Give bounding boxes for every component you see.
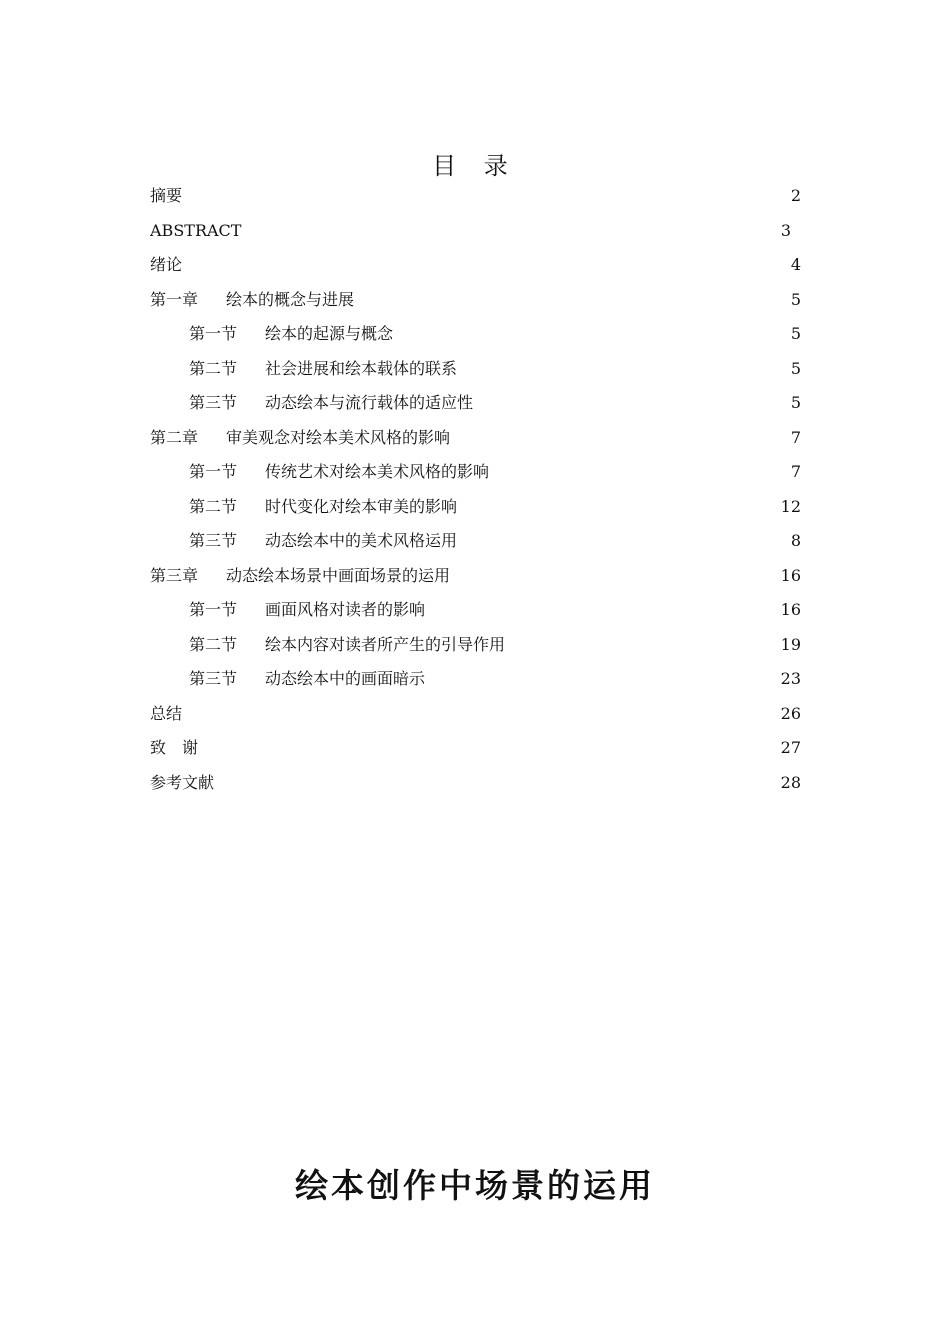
toc-entry[interactable]: [150, 216, 791, 246]
toc-entry-text: 绘本的概念与进展: [226, 289, 355, 309]
toc-entry-prefix: 第三节: [189, 393, 238, 412]
toc-entry-text: 摘要: [150, 186, 183, 205]
toc-entry[interactable]: [150, 285, 801, 315]
toc-dot-leader: [150, 768, 801, 798]
toc-entry-label: [189, 388, 475, 418]
toc-entry-text: 传统艺术对绘本美术风格的影响: [265, 462, 490, 481]
toc-title: 目 录: [432, 152, 518, 180]
toc-entry-text: 绪论: [150, 255, 183, 274]
toc-entry-page-number: 5: [773, 319, 801, 349]
toc-entry-page-number: 4: [773, 250, 801, 280]
toc-entry-text: 参考文献: [150, 772, 215, 792]
toc-entry-prefix: 第一节: [189, 462, 238, 481]
toc-entry-page-number: 28: [763, 768, 801, 798]
toc-entry-prefix: 第一章: [150, 289, 199, 309]
toc-entry-page-number: 23: [763, 664, 801, 694]
toc-entry-label: [189, 354, 459, 384]
toc-entry[interactable]: [189, 664, 801, 694]
toc-entry-page-number: 5: [773, 354, 801, 384]
toc-entry-text: 动态绘本与流行载体的适应性: [265, 393, 474, 412]
toc-entry[interactable]: [189, 526, 801, 556]
toc-entry[interactable]: [189, 319, 801, 349]
toc-entry[interactable]: [150, 250, 801, 280]
toc-entry[interactable]: [189, 457, 801, 487]
toc-entry-prefix: 第二节: [189, 358, 238, 378]
toc-entry[interactable]: [150, 423, 801, 453]
toc-entry-label: [150, 699, 184, 729]
toc-entry-label: [150, 733, 200, 763]
toc-entry-text: 画面风格对读者的影响: [265, 600, 426, 619]
toc-entry-label: [150, 768, 216, 798]
toc-entry[interactable]: [150, 181, 801, 211]
toc-entry[interactable]: [189, 492, 801, 522]
toc-entry-page-number: 16: [763, 561, 801, 591]
toc-entry-page-number: 8: [773, 526, 801, 556]
toc-entry-page-number: 2: [773, 181, 801, 211]
toc-entry[interactable]: [189, 354, 801, 384]
toc-entry-page-number: 3: [763, 216, 791, 246]
toc-entry-text: ABSTRACT: [150, 220, 242, 240]
toc-entry[interactable]: [150, 768, 801, 798]
toc-entry-page-number: 19: [763, 630, 801, 660]
toc-entry-prefix: 第二节: [189, 634, 238, 654]
toc-entry-label: [189, 630, 507, 660]
toc-entry-prefix: 第三章: [150, 565, 199, 585]
toc-entry-label: [189, 457, 491, 487]
toc-entry-text: 绘本的起源与概念: [265, 324, 394, 343]
toc-entry-text: 绘本内容对读者所产生的引导作用: [265, 634, 506, 654]
toc-entry[interactable]: [189, 595, 801, 625]
toc-entry-text: 动态绘本中的画面暗示: [265, 669, 426, 688]
toc-entry-prefix: 第三节: [189, 531, 238, 550]
toc-entry-label: [150, 216, 243, 246]
toc-entry-page-number: 12: [763, 492, 801, 522]
toc-dot-leader: [150, 216, 791, 246]
toc-entry-text: 动态绘本中的美术风格运用: [265, 531, 458, 550]
toc-entry-label: [150, 423, 452, 453]
toc-entry-label: [150, 561, 452, 591]
toc-entry-text: 社会进展和绘本载体的联系: [265, 358, 458, 378]
toc-entry-page-number: 27: [763, 733, 801, 763]
toc-entry-page-number: 16: [763, 595, 801, 625]
toc-entry-prefix: 第二章: [150, 427, 199, 447]
toc-dot-leader: [150, 250, 801, 280]
toc-entry[interactable]: [150, 733, 801, 763]
toc-dot-leader: [150, 699, 801, 729]
toc-entry-label: [150, 181, 184, 211]
toc-entry-text: 审美观念对绘本美术风格的影响: [226, 427, 451, 447]
toc-entry-prefix: 第二节: [189, 496, 238, 516]
toc-entry[interactable]: [150, 561, 801, 591]
toc-entry-label: [150, 250, 184, 280]
toc-entry-text: 动态绘本场景中画面场景的运用: [226, 565, 451, 585]
toc-entry-prefix: 第三节: [189, 669, 238, 688]
toc-dot-leader: [150, 733, 801, 763]
toc-entry-label: [189, 319, 395, 349]
document-title: 绘本创作中场景的运用: [295, 1166, 655, 1205]
toc-entry-page-number: 7: [773, 457, 801, 487]
toc-entry[interactable]: [189, 630, 801, 660]
toc-entry-prefix: 第一节: [189, 324, 238, 343]
toc-entry-page-number: 5: [773, 388, 801, 418]
toc-entry-label: [150, 285, 356, 315]
toc-entry-label: [189, 664, 427, 694]
toc-entry[interactable]: [189, 388, 801, 418]
toc-entry-page-number: 5: [773, 285, 801, 315]
toc-entry[interactable]: [150, 699, 801, 729]
toc-entry-prefix: 第一节: [189, 600, 238, 619]
toc-entry-label: [189, 492, 459, 522]
toc-entry-text: 时代变化对绘本审美的影响: [265, 496, 458, 516]
toc-entry-page-number: 7: [773, 423, 801, 453]
toc-dot-leader: [150, 181, 801, 211]
toc-entry-text: 总结: [150, 703, 183, 723]
toc-entry-label: [189, 595, 427, 625]
toc-entry-label: [189, 526, 459, 556]
toc-entry-text: 致 谢: [150, 738, 199, 757]
toc-entry-page-number: 26: [763, 699, 801, 729]
